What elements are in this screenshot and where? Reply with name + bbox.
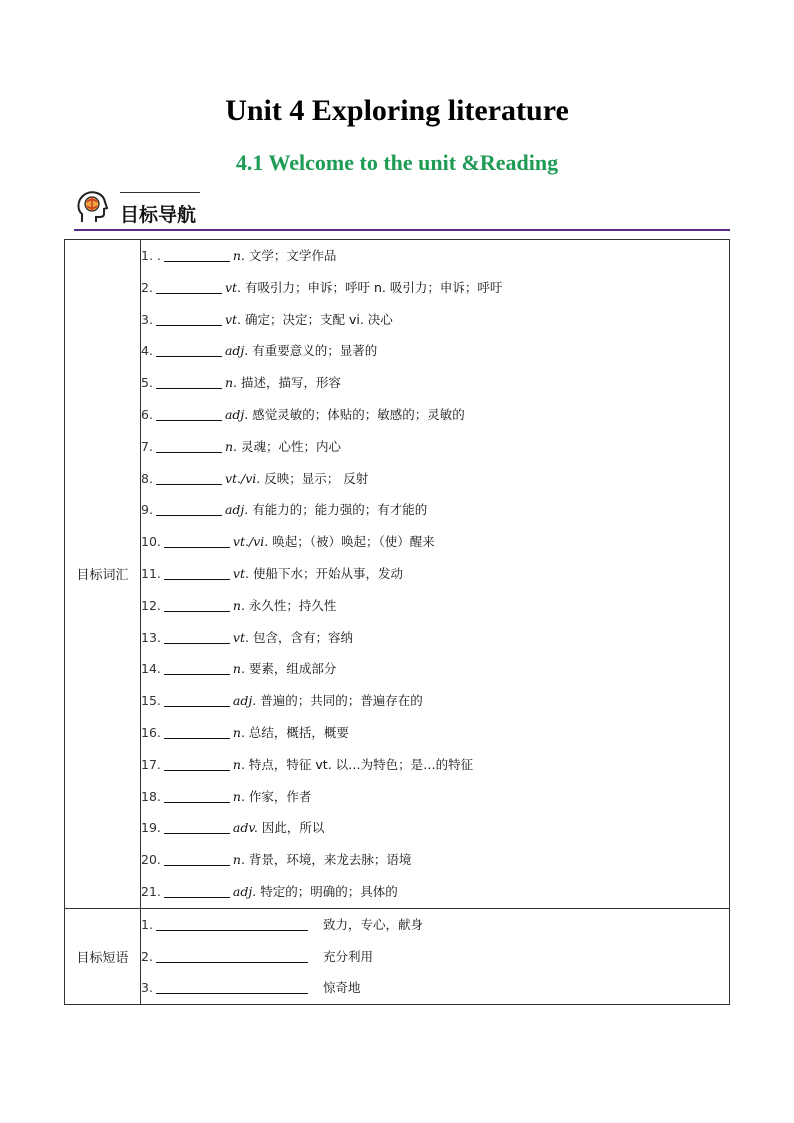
page-title: Unit 4 Exploring literature: [225, 94, 569, 127]
section-header: [74, 186, 730, 232]
item-meaning: 确定；决定；支配 vi. 决心: [245, 311, 393, 327]
answer-blank[interactable]: [156, 470, 222, 485]
part-of-speech: vt./vi.: [224, 470, 261, 486]
part-of-speech: vt./vi.: [232, 534, 269, 550]
answer-blank[interactable]: [156, 279, 222, 294]
item-meaning: 普遍的；共同的；普遍存在的: [260, 693, 423, 709]
item-number: 12.: [141, 597, 161, 613]
vocab-item: [141, 844, 729, 876]
answer-blank[interactable]: [164, 819, 230, 834]
part-of-speech: n.: [232, 248, 245, 263]
item-meaning: 描述，描写，形容: [240, 375, 341, 391]
item-number: 18.: [141, 788, 161, 804]
section-title: 目标导航: [120, 204, 197, 226]
answer-blank[interactable]: [164, 597, 230, 612]
item-number: 11.: [141, 565, 161, 581]
answer-blank[interactable]: [156, 438, 222, 453]
item-number: 10.: [141, 534, 161, 550]
item-number: 8.: [141, 470, 153, 486]
answer-blank[interactable]: [164, 851, 230, 866]
vocab-list: [141, 240, 730, 909]
answer-blank[interactable]: [164, 660, 230, 675]
item-meaning: 背景，环境，来龙去脉；语境: [248, 852, 412, 868]
item-number: 9.: [141, 502, 153, 518]
answer-blank[interactable]: [164, 565, 230, 580]
vocab-item: [141, 399, 729, 431]
answer-blank[interactable]: [156, 374, 222, 389]
answer-blank[interactable]: [156, 916, 308, 931]
item-number: 1.: [141, 916, 153, 932]
item-meaning: 反映；显示； 反射: [264, 470, 369, 486]
phrase-group: [65, 908, 730, 1004]
vocab-item: [141, 622, 729, 654]
vocab-item: [141, 304, 729, 336]
answer-blank[interactable]: [156, 406, 222, 421]
item-meaning: 有重要意义的；显著的: [252, 343, 378, 359]
item-meaning: 特点，特征 vt. 以…为特色；是…的特征: [248, 756, 474, 772]
vocab-item: [141, 590, 729, 622]
part-of-speech: vt.: [232, 629, 249, 645]
vocab-item: [141, 685, 729, 717]
phrase-item: [141, 941, 729, 973]
item-number: 4.: [141, 343, 153, 359]
item-number: 16.: [141, 724, 161, 740]
item-meaning: 唤起；（被）唤起；（使）醒来: [272, 534, 435, 550]
item-number: 14.: [141, 661, 161, 677]
vocab-item: [141, 653, 729, 685]
item-number: 19.: [141, 820, 161, 836]
item-meaning: 充分利用: [322, 948, 373, 964]
answer-blank[interactable]: [164, 247, 230, 262]
item-meaning: 作家，作者: [248, 788, 312, 804]
answer-blank[interactable]: [164, 724, 230, 739]
part-of-speech: vt.: [224, 279, 241, 295]
part-of-speech: adj.: [224, 406, 249, 422]
phrase-item: [141, 909, 729, 941]
vocab-item: [141, 335, 729, 367]
vocab-item: [141, 876, 729, 908]
answer-blank[interactable]: [164, 883, 230, 898]
section-overline: [120, 192, 200, 193]
item-number: 6.: [141, 406, 153, 422]
answer-blank[interactable]: [164, 692, 230, 707]
item-number: 3.: [141, 311, 153, 327]
part-of-speech: adj.: [232, 693, 257, 709]
phrase-label: 目标短语: [65, 908, 141, 1004]
item-meaning: 文学；文学作品: [248, 248, 337, 263]
vocab-item: [141, 717, 729, 749]
part-of-speech: n.: [232, 852, 245, 868]
part-of-speech: n.: [232, 661, 245, 677]
item-meaning: 总结，概括，概要: [248, 724, 349, 740]
item-number: 21.: [141, 883, 161, 899]
vocab-item: [141, 781, 729, 813]
answer-blank[interactable]: [156, 311, 222, 326]
vocab-item: [141, 558, 729, 590]
item-meaning: 致力，专心，献身: [322, 916, 423, 932]
part-of-speech: n.: [224, 375, 237, 391]
phrase-list: [141, 908, 730, 1004]
page-subtitle: 4.1 Welcome to the unit &Reading: [235, 150, 559, 175]
item-number: 2.: [141, 279, 153, 295]
item-meaning: 使船下水；开始从事，发动: [252, 565, 403, 581]
vocab-group: [65, 240, 730, 909]
item-meaning: 因此，所以: [261, 820, 325, 836]
vocab-item: [141, 526, 729, 558]
item-meaning: 特定的；明确的；具体的: [260, 883, 398, 899]
vocab-item: [141, 240, 729, 272]
item-number: 17.: [141, 756, 161, 772]
part-of-speech: vt.: [232, 565, 249, 581]
item-number: 3.: [141, 980, 153, 996]
vocab-table: [64, 239, 730, 1005]
item-meaning: 惊奇地: [322, 980, 361, 996]
item-meaning: 要素，组成部分: [248, 661, 337, 677]
section-divider: [74, 229, 730, 231]
item-meaning: 有能力的；能力强的；有才能的: [252, 502, 428, 518]
vocab-item: [141, 812, 729, 844]
item-meaning: 包含，含有；容纳: [252, 629, 353, 645]
answer-blank[interactable]: [164, 756, 230, 771]
vocab-item: [141, 431, 729, 463]
item-number: 2.: [141, 948, 153, 964]
part-of-speech: vt.: [224, 311, 241, 327]
phrase-item: [141, 972, 729, 1004]
item-number: 1. .: [141, 248, 161, 263]
answer-blank[interactable]: [156, 501, 222, 516]
head-brain-icon: [74, 190, 110, 226]
part-of-speech: n.: [232, 724, 245, 740]
answer-blank[interactable]: [164, 533, 230, 548]
vocab-label: 目标词汇: [65, 240, 141, 909]
part-of-speech: n.: [232, 597, 245, 613]
item-number: 20.: [141, 852, 161, 868]
item-number: 5.: [141, 375, 153, 391]
vocab-item: [141, 272, 729, 304]
item-meaning: 永久性；持久性: [248, 597, 337, 613]
item-number: 13.: [141, 629, 161, 645]
answer-blank[interactable]: [164, 788, 230, 803]
item-number: 7.: [141, 438, 153, 454]
answer-blank[interactable]: [156, 979, 308, 994]
part-of-speech: n.: [232, 788, 245, 804]
part-of-speech: adj.: [224, 343, 249, 359]
vocab-item: [141, 463, 729, 495]
part-of-speech: n.: [224, 438, 237, 454]
part-of-speech: adj.: [224, 502, 249, 518]
item-meaning: 感觉灵敏的；体贴的；敏感的；灵敏的: [252, 406, 465, 422]
part-of-speech: adj.: [232, 883, 257, 899]
answer-blank[interactable]: [156, 948, 308, 963]
item-number: 15.: [141, 693, 161, 709]
answer-blank[interactable]: [164, 629, 230, 644]
item-meaning: 灵魂；心性；内心: [240, 438, 341, 454]
vocab-item: [141, 367, 729, 399]
part-of-speech: adv.: [232, 820, 258, 836]
item-meaning: 有吸引力；申诉；呼吁 n. 吸引力；申诉；呼吁: [245, 279, 503, 295]
vocab-item: [141, 494, 729, 526]
answer-blank[interactable]: [156, 342, 222, 357]
part-of-speech: n.: [232, 756, 245, 772]
vocab-item: [141, 749, 729, 781]
